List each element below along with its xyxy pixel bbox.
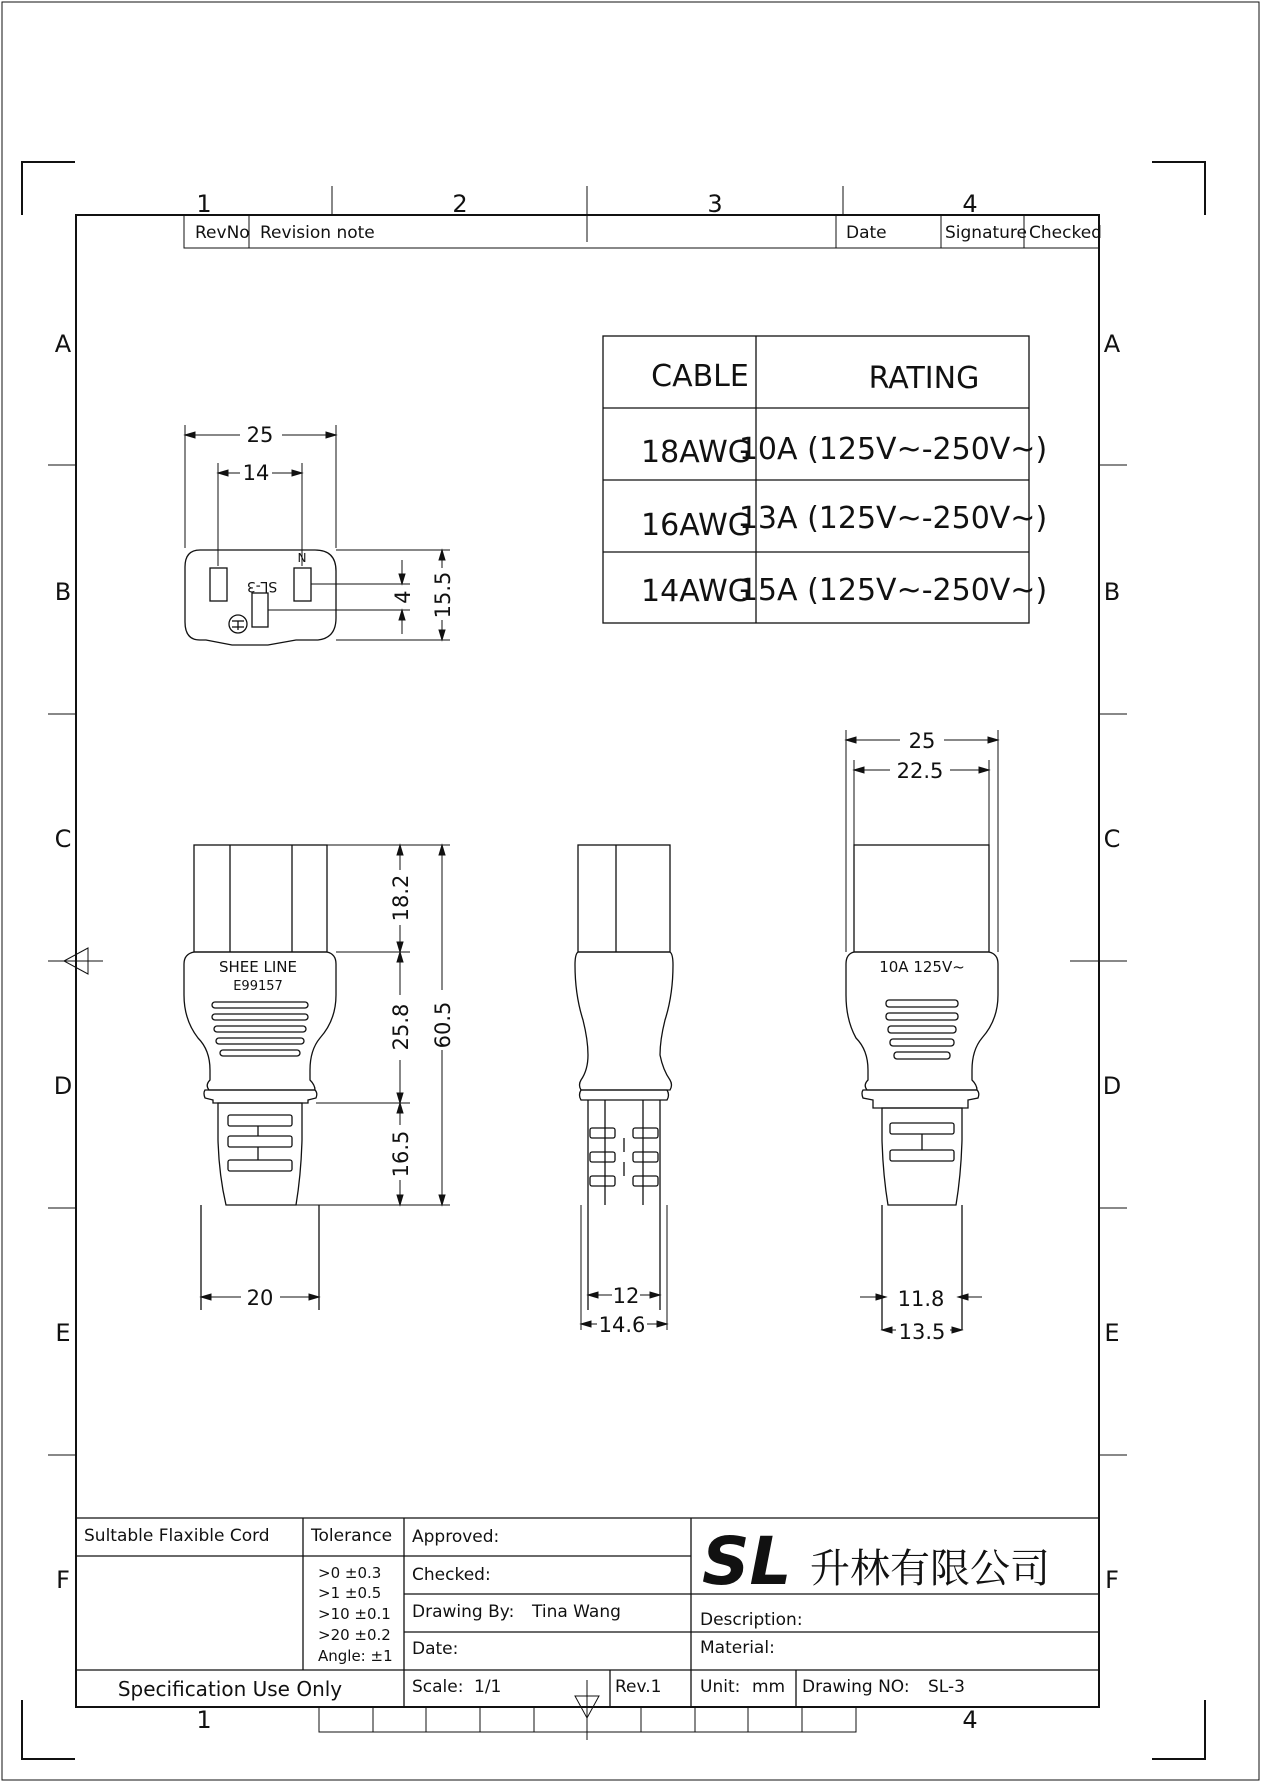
- dim-back-inner-top: 22.5: [896, 759, 944, 783]
- scale-label: Scale:: [412, 1677, 464, 1697]
- drawing-by-label: Drawing By:: [412, 1602, 515, 1622]
- dim-front-width: 20: [246, 1286, 274, 1310]
- spec-use-label: Specification Use Only: [117, 1677, 343, 1701]
- scale-value: 1/1: [474, 1677, 502, 1697]
- brand-text: SHEE LINE: [218, 958, 298, 976]
- tolerance-label: Tolerance: [311, 1526, 393, 1546]
- face-dimensions: [185, 425, 450, 640]
- dim-front-bottom: 16.5: [389, 1130, 413, 1178]
- row-label-f-left: F: [56, 1566, 70, 1594]
- table-cell-cable: 16AWG: [641, 508, 751, 543]
- row-label-a-left: A: [54, 330, 72, 358]
- back-dimensions: [846, 730, 998, 1333]
- unit-value: mm: [752, 1677, 786, 1697]
- neutral-mark: N: [297, 550, 307, 564]
- row-label-d-left: D: [53, 1072, 73, 1100]
- checked-label: Checked:: [412, 1565, 491, 1585]
- page-border: [2, 2, 1259, 1780]
- dim-back-outer-bottom: 13.5: [898, 1320, 946, 1344]
- row-label-b-left: B: [54, 578, 72, 606]
- unit-label: Unit:: [700, 1677, 741, 1697]
- dim-face-height: 15.5: [431, 571, 455, 619]
- tolerance-row: >0 ±0.3: [318, 1564, 382, 1582]
- table-cell-rating: 15A (125V~-250V~): [738, 573, 1048, 608]
- rev-label: Rev.1: [615, 1677, 662, 1697]
- back-rating-text: 10A 125V~: [879, 958, 965, 976]
- description-label: Description:: [700, 1610, 803, 1630]
- front-view: [184, 845, 336, 1310]
- col-label-bottom-4: 4: [962, 1706, 978, 1734]
- row-label-e-right: E: [1104, 1319, 1120, 1347]
- face-label: SL-3: [246, 578, 278, 594]
- row-label-f-right: F: [1105, 1566, 1119, 1594]
- dim-side-outer: 14.6: [598, 1313, 646, 1337]
- dim-front-total: 60.5: [431, 1001, 455, 1049]
- face-view: [185, 550, 336, 645]
- material-label: Material:: [700, 1638, 775, 1658]
- row-label-c-right: C: [1103, 825, 1121, 853]
- approved-label: Approved:: [412, 1527, 500, 1547]
- col-label-4: 4: [962, 190, 978, 218]
- rev-header-revno: RevNo: [195, 223, 250, 243]
- row-label-d-right: D: [1102, 1072, 1122, 1100]
- table-cell-rating: 13A (125V~-250V~): [738, 501, 1048, 536]
- rev-header-checked: Checked: [1029, 223, 1102, 243]
- side-dimensions: [581, 1205, 667, 1330]
- tolerance-row: >1 ±0.5: [318, 1584, 382, 1602]
- suitable-cord-label: Sultable Flaxible Cord: [84, 1526, 270, 1546]
- dim-back-outer-top: 25: [908, 729, 936, 753]
- dim-front-top: 18.2: [389, 874, 413, 922]
- dim-front-mid: 25.8: [389, 1003, 413, 1051]
- rev-header-date: Date: [846, 223, 887, 243]
- drawing-by-name: Tina Wang: [532, 1602, 621, 1622]
- col-label-bottom-1: 1: [196, 1706, 212, 1734]
- dim-face-pin-offset: 4: [391, 590, 415, 604]
- corner-marks: [22, 162, 1205, 1759]
- row-label-b-right: B: [1103, 578, 1121, 606]
- col-label-1: 1: [196, 190, 212, 218]
- date-label: Date:: [412, 1639, 459, 1659]
- table-cell-cable: 18AWG: [641, 435, 751, 470]
- back-view: [846, 845, 998, 1330]
- dim-side-inner: 12: [612, 1284, 640, 1308]
- dim-face-pin-spacing: 14: [242, 461, 270, 485]
- row-label-a-right: A: [1103, 330, 1121, 358]
- table-cell-rating: 10A (125V~-250V~): [738, 432, 1048, 467]
- row-label-c-left: C: [54, 825, 72, 853]
- company-name: 升林有限公司: [810, 1546, 1050, 1592]
- rev-header-note: Revision note: [260, 223, 375, 243]
- cert-text: E99157: [233, 979, 283, 994]
- row-label-e-left: E: [55, 1319, 71, 1347]
- rev-header-signature: Signature: [945, 223, 1028, 243]
- table-header-rating: RATING: [868, 361, 980, 396]
- drawing-no-value: SL-3: [928, 1677, 965, 1697]
- table-cell-cable: 14AWG: [641, 574, 751, 609]
- col-label-2: 2: [452, 190, 468, 218]
- dim-back-inner-bottom: 11.8: [897, 1287, 945, 1311]
- company-logo: SL: [702, 1523, 792, 1600]
- dim-face-width: 25: [246, 423, 274, 447]
- drawing-no-label: Drawing NO:: [802, 1677, 910, 1697]
- side-view: [575, 845, 673, 1310]
- tolerance-row: Angle: ±1: [318, 1647, 393, 1665]
- tolerance-row: >20 ±0.2: [318, 1626, 391, 1644]
- table-header-cable: CABLE: [651, 359, 749, 394]
- col-label-3: 3: [707, 190, 723, 218]
- tolerance-row: >10 ±0.1: [318, 1605, 391, 1623]
